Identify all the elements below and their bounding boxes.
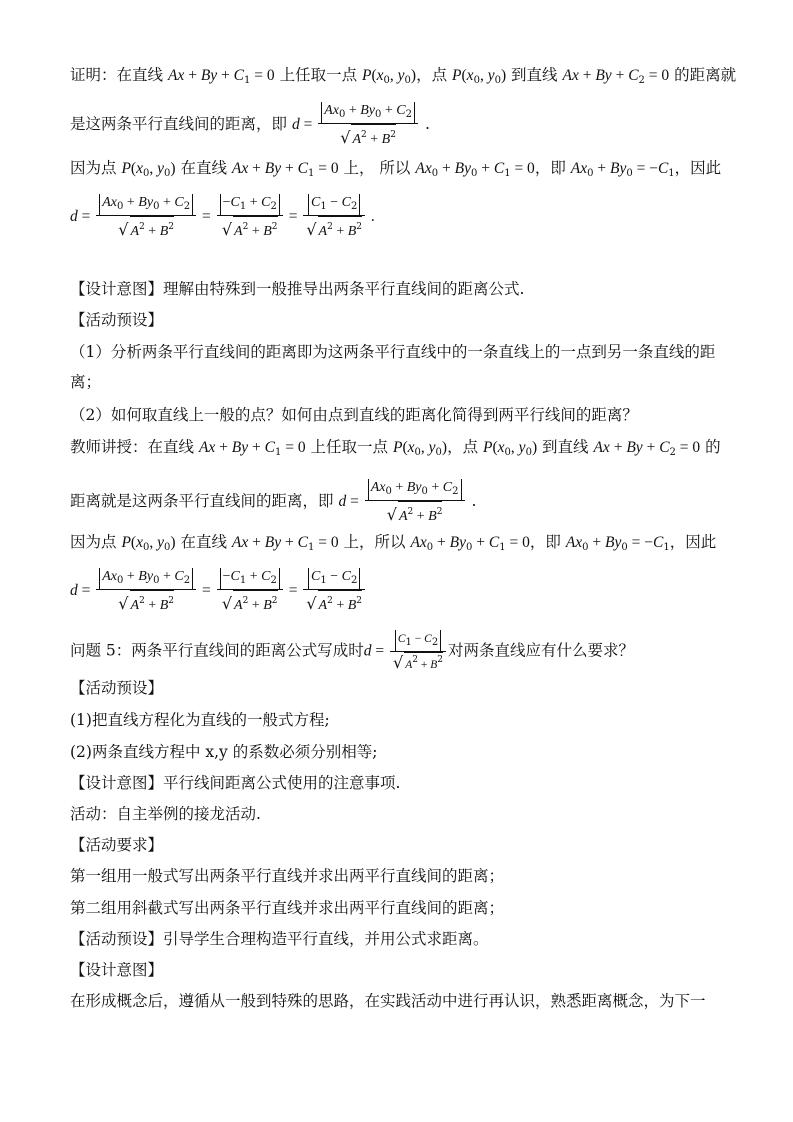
group-2-task: 第二组用斜截式写出两条平行直线并求出两平行直线间的距离； [70, 899, 505, 917]
activity-preset-3: 【活动预设】引导学生合理构造平行直线，并用公式求距离。 [70, 930, 489, 948]
requirement-1: (1)把直线方程化为直线的一般式方程; [70, 711, 330, 729]
group-1-task: 第一组用一般式写出两条平行直线并求出两平行直线间的距离； [70, 867, 505, 885]
preset-item-2: （2）如何取直线上一般的点？如何由点到直线的距离化简得到两平行线间的距离？ [70, 406, 638, 424]
activity-preset-heading-2: 【活动预设】 [70, 679, 164, 697]
formula-chain-1: d = $\frac{Ax_0 + By_0 + C_2}{√ A^2 + B^2}$ = $\frac{-C_1 + C_2}{√ A^2 + B^2}$ = $\frac{C_1 - C_2}{√ A^2 + B^2}$ . [70, 192, 375, 242]
proof-line-4: 因为点 $P(x_0$, $y_0$) 在直线 $Ax + By + C_1 = 0$ 上，所以 $Ax_0 + By_0 + C_1 = 0$，即 $Ax_0 + By_0 = -C_1$，因此 [70, 533, 717, 553]
design-intent-heading-3: 【设计意图】 [70, 961, 164, 979]
activity-preset-heading-1: 【活动预设】 [70, 311, 164, 329]
proof-line-2: 是这两条平行直线间的距离，即 d = $\frac{Ax_0 + By_0 + C_2}{√ A^2 + B^2}$ . [70, 100, 430, 150]
distance-formula-fraction: $\frac{Ax_0 + By_0 + C_2}{√ A^2 + B^2}$ [318, 100, 418, 150]
proof-line-3: 因为点 $P(x_0$, $y_0$) 在直线 $Ax + By + C_1 = 0$ 上， 所以 $Ax_0 + By_0 + C_1 = 0$，即 $Ax_0 + By_0 = -C_1$，因此 [70, 159, 722, 179]
design-intent-2: 【设计意图】平行线间距离公式使用的注意事项. [70, 774, 401, 792]
question-5: 问题 5：两条平行直线间的距离公式写成时d = $\frac{C_1 - C_2}{√ A^2 + B^2}$ 对两条直线应有什么要求？ [70, 630, 634, 673]
requirement-2: (2)两条直线方程中 x,y 的系数必须分别相等; [70, 743, 378, 761]
preset-item-1b: 离； [70, 373, 102, 391]
formula-chain-2: d = $\frac{Ax_0 + By_0 + C_2}{√ A^2 + B^2}$ = $\frac{-C_1 + C_2}{√ A^2 + B^2}$ = $\frac{C_1 - C_2}{√ A^2 + B^2}$ [70, 566, 367, 616]
teacher-line-1: 教师讲授：在直线 $Ax + By + C_1 = 0$ 上任取一点 $P(x_0$, $y_0$)，点 $P(x_0$, $y_0$) 到直线 $Ax + By + C_2 = 0$ 的 [70, 438, 721, 458]
preset-item-1a: （1）分析两条平行直线间的距离即为这两条平行直线中的一条直线上的一点到另一条直线的距 [70, 343, 716, 361]
teacher-line-2: 距离就是这两条平行直线间的距离，即 d = $\frac{Ax_0 + By_0 + C_2}{√ A^2 + B^2}$ . [70, 477, 476, 527]
proof-line-1: 证明：在直线 $Ax + By + C_1 = 0$ 上任取一点 $P(x_0$, $y_0$)，点 $P(x_0$, $y_0$) 到直线 $Ax + By + C_2 = 0$ 的距离就 [70, 66, 737, 86]
design-intent-1: 【设计意图】理解由特殊到一般推导出两条平行直线间的距离公式. [70, 280, 525, 298]
activity-line: 活动：自主举例的接龙活动. [70, 805, 261, 823]
activity-requirement-heading: 【活动要求】 [70, 836, 164, 854]
final-paragraph-line: 在形成概念后，遵循从一般到特殊的思路，在实践活动中进行再认识，熟悉距离概念，为下一 [70, 992, 706, 1010]
